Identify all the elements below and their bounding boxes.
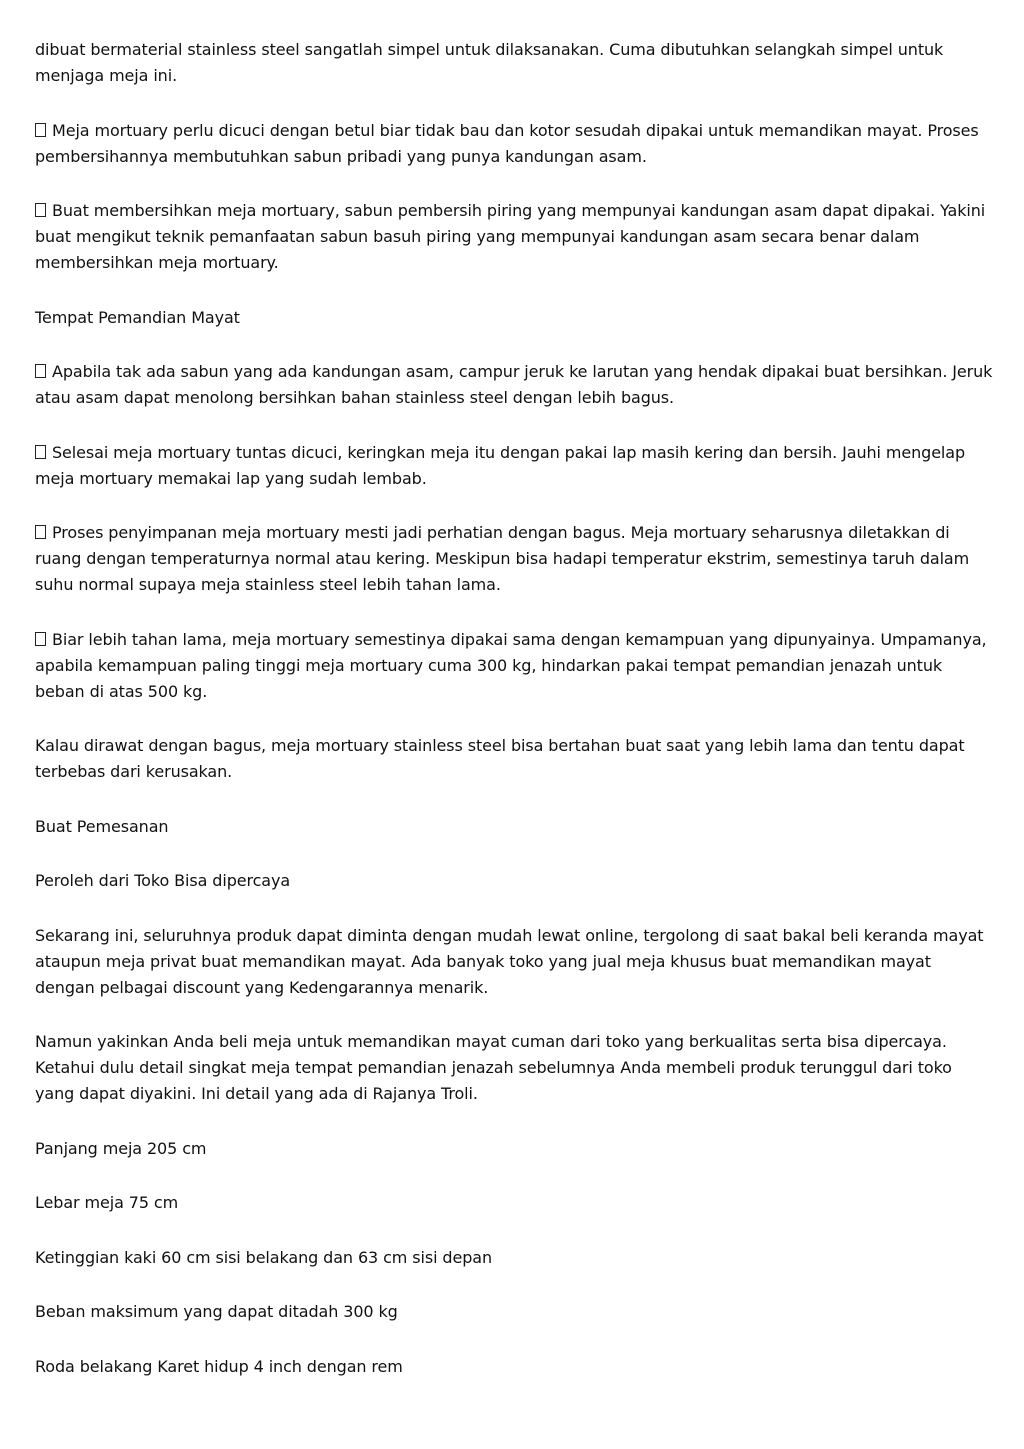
paragraph-text: Lebar meja 75 cm [35, 1193, 179, 1212]
paragraph-text: Tempat Pemandian Mayat [35, 307, 240, 327]
paragraph-trusted-shop [35, 1029, 995, 1107]
spec-rear-wheel [35, 1354, 995, 1380]
paragraph-intro [35, 37, 995, 89]
bullet-item-soap [35, 198, 995, 276]
bullet-box-icon [35, 445, 46, 459]
paragraph-text: Selesai meja mortuary tuntas dicuci, keringkan meja itu dengan pakai lap masih kering dan bersih. Jauhi mengelap meja mortuary memakai lap yang sudah lembab. [35, 442, 966, 488]
paragraph-text: Buat membersihkan meja mortuary, sabun pembersih piring yang mempunyai kandungan asam dapat dipakai. Yakini buat mengikut teknik pemanfaatan sabun basuh piring yang mempunyai kandungan asam secara benar dalam membersihkan meja mortuary. [35, 201, 986, 272]
spec-max-load [35, 1299, 995, 1325]
paragraph-text: Ketinggian kaki 60 cm sisi belakang dan 63 cm sisi depan [35, 1247, 493, 1267]
bullet-item-wash [35, 118, 995, 170]
paragraph-text: Biar lebih tahan lama, meja mortuary semestinya dipakai sama dengan kemampuan yang dipunyainya. Umpamanya, apabila kemampuan paling tinggi meja mortuary cuma 300 kg, hindarkan pakai tempat pemandian jenazah untuk beban di atas 500 kg. [35, 629, 987, 701]
bullet-box-icon [35, 632, 46, 646]
bullet-item-capacity [35, 627, 995, 705]
paragraph-text: Buat Pemesanan [35, 816, 169, 836]
paragraph-online [35, 923, 995, 1001]
paragraph-text: Beban maksimum yang dapat ditadah 300 kg [35, 1302, 398, 1321]
paragraph-text: Kalau dirawat dengan bagus, meja mortuary stainless steel bisa bertahan buat saat yang lebih lama dan tentu dapat terbebas dari kerusakan. [35, 736, 965, 781]
section-heading-pemesanan [35, 814, 995, 840]
paragraph-text: Proses penyimpanan meja mortuary mesti jadi perhatian dengan bagus. Meja mortuary seharusnya diletakkan di ruang dengan temperaturnya normal atau kering. Meskipun bisa hadapi temperatur ekstrim, semestinya taruh dalam suhu normal supaya meja stainless steel lebih tahan lama. [35, 523, 970, 594]
paragraph-text: dibuat bermaterial stainless steel sangatlah simpel untuk dilaksanakan. Cuma dibutuhkan selangkah simpel untuk menjaga meja ini. [35, 40, 944, 85]
paragraph-text: Apabila tak ada sabun yang ada kandungan asam, campur jeruk ke larutan yang hendak dipakai buat bersihkan. Jeruk atau asam dapat menolong bersihkan bahan stainless steel dengan lebih bagus. [35, 362, 993, 407]
bullet-box-icon [35, 364, 46, 378]
bullet-item-storage [35, 520, 995, 598]
spec-leg-height [35, 1245, 995, 1271]
paragraph-conclusion [35, 733, 995, 785]
paragraph-text: Sekarang ini, seluruhnya produk dapat diminta dengan mudah lewat online, tergolong di saat bakal beli keranda mayat ataupun meja privat buat memandikan mayat. Ada banyak toko yang jual meja khusus buat memandikan mayat dengan pelbagai discount yang Kedengarannya menarik. [35, 925, 984, 997]
paragraph-text: Meja mortuary perlu dicuci dengan betul biar tidak bau dan kotor sesudah dipakai untuk memandikan mayat. Proses pembersihannya membutuhkan sabun pribadi yang punya kandungan asam. [35, 120, 979, 166]
document-body [35, 37, 995, 1408]
paragraph-text: Namun yakinkan Anda beli meja untuk memandikan mayat cuman dari toko yang berkualitas serta bisa dipercaya. Ketahui dulu detail singkat meja tempat pemandian jenazah sebelumnya Anda membeli produk terunggul dari toko yang dapat diyakini. Ini detail yang ada di Rajanya Troli. [35, 1032, 952, 1103]
paragraph-text: Roda belakang Karet hidup 4 inch dengan rem [35, 1356, 403, 1376]
bullet-item-lemon [35, 359, 995, 411]
section-heading-tempat-pemandian [35, 305, 995, 331]
section-heading-toko [35, 868, 995, 894]
paragraph-text: Peroleh dari Toko Bisa dipercaya [35, 871, 291, 890]
spec-width [35, 1190, 995, 1216]
bullet-item-dry [35, 440, 995, 492]
spec-length [35, 1136, 995, 1162]
bullet-box-icon [35, 203, 46, 217]
paragraph-text: Panjang meja 205 cm [35, 1138, 207, 1158]
bullet-box-icon [35, 525, 46, 539]
bullet-box-icon [35, 123, 46, 137]
